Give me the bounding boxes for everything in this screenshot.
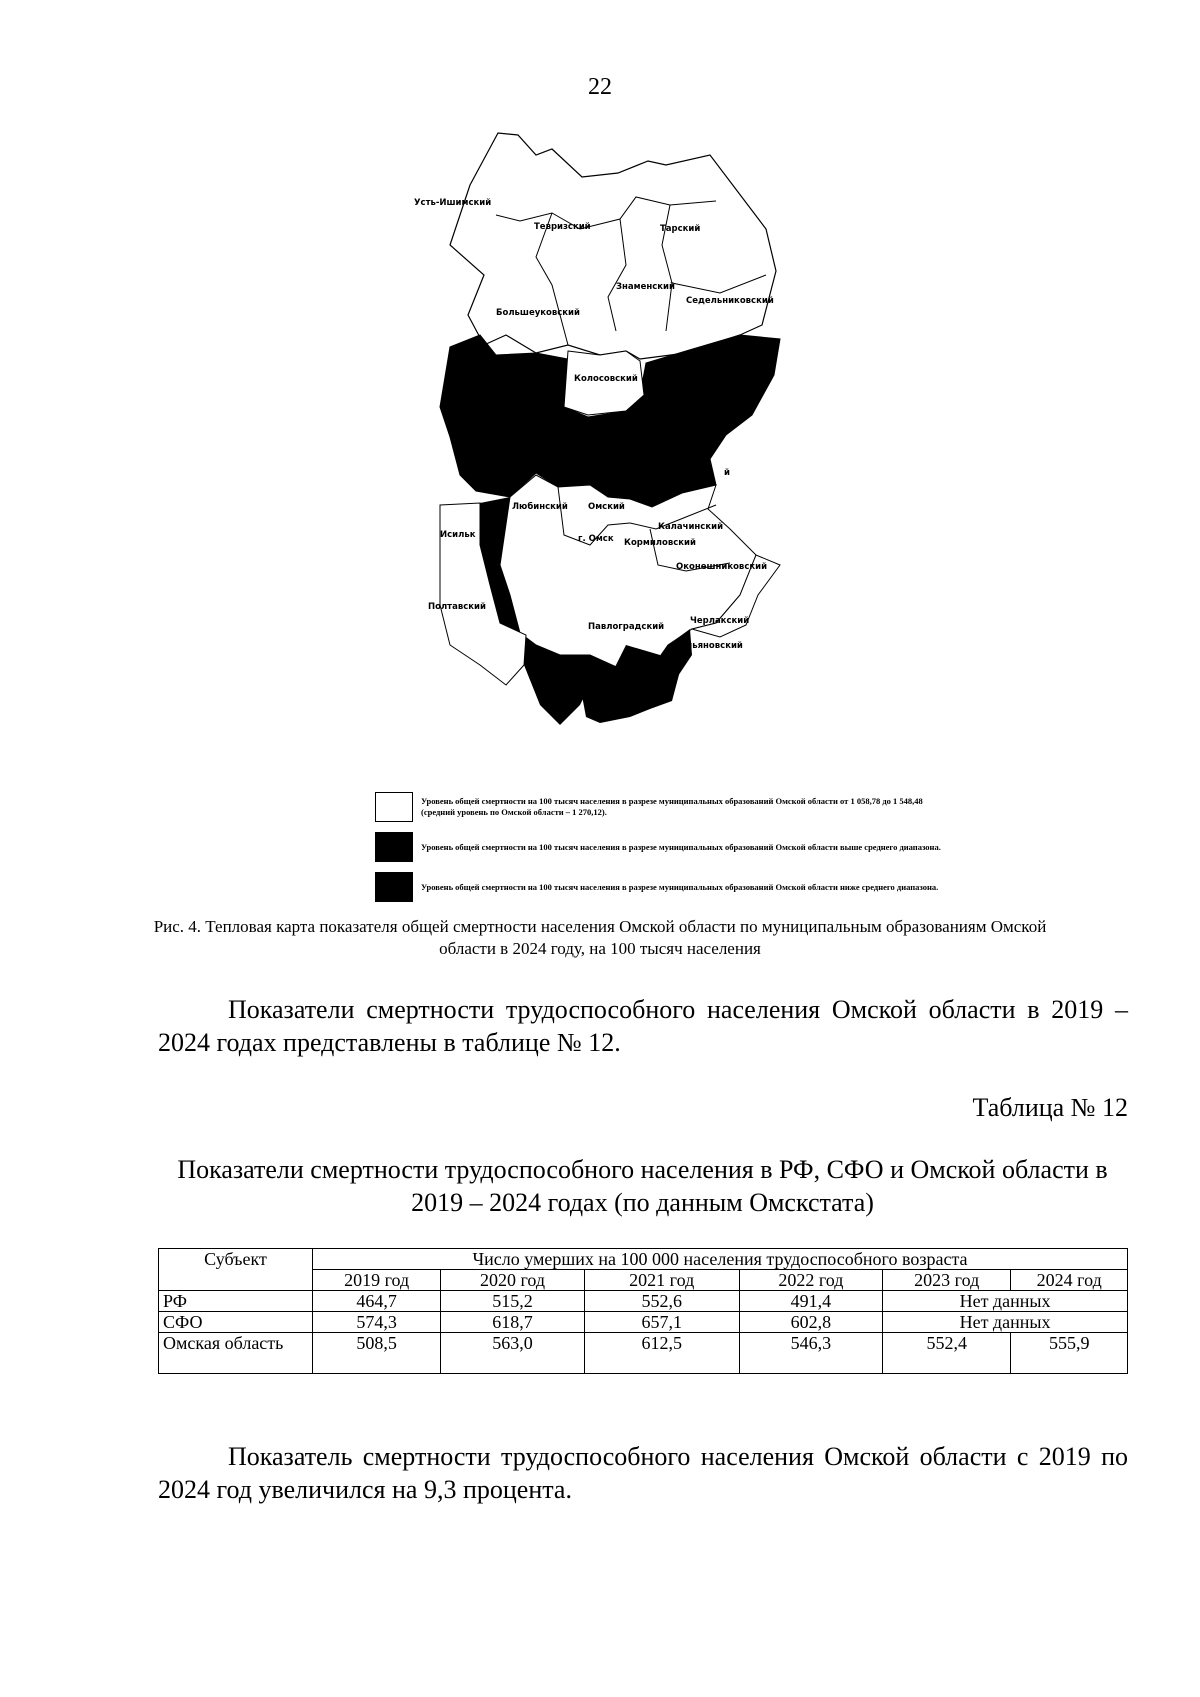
paragraph [158,1440,1128,1506]
map-label: Усть-Ишимский [414,198,492,208]
map-label: Павлоградский [588,622,665,632]
map-label: Оконешниковский [676,562,768,572]
map-label: Колосовский [574,374,638,384]
table-cell: 602,8 [739,1312,882,1333]
legend-row [375,832,955,862]
figure-caption: Рис. 4. Тепловая карта показателя общей смертности населения Омской области по муниципальным образованиям Омской области в 2024 году, на 100 тысяч населения [153,917,1047,958]
district-white-north [450,133,776,359]
table-cell: 657,1 [584,1312,739,1333]
legend-swatch-white [375,792,413,822]
table-header-year: 2022 год [739,1270,882,1291]
legend-swatch-black [375,872,413,902]
legend-text: Уровень общей смертности на 100 тысяч населения в разрезе муниципальных образований Омской области ниже среднего диапазона. [421,881,939,892]
legend-swatch-black [375,832,413,862]
map-label: Тарский [660,224,701,234]
map-label: Любинский [512,502,568,512]
legend-row [375,872,955,902]
table-cell: 515,2 [441,1291,584,1312]
heat-map [414,125,860,790]
table-cell: 618,7 [441,1312,584,1333]
paragraph-text: Показатель смертности трудоспособного населения Омской области с 2019 по 2024 год увеличился на 9,3 процента. [158,1442,1128,1504]
table-cell: 546,3 [739,1333,882,1374]
map-label: Тевризский [534,222,591,232]
legend-text: Уровень общей смертности на 100 тысяч населения в разрезе муниципальных образований Омской области выше среднего диапазона. [421,841,941,852]
table-header-year: 2024 год [1011,1270,1128,1291]
map-label: Калачинский [658,522,724,532]
table-cell-subject: СФО [159,1312,313,1333]
mortality-table [158,1248,1128,1374]
table-cell-no-data: Нет данных [883,1312,1128,1333]
table-header-group: Число умерших на 100 000 населения трудоспособного возраста [313,1249,1128,1270]
table-cell: 552,6 [584,1291,739,1312]
table-row [159,1291,1128,1312]
map-label: льяновский [686,641,743,651]
table-header-year: 2021 год [584,1270,739,1291]
table-cell: 612,5 [584,1333,739,1374]
table-cell: 555,9 [1011,1333,1128,1374]
table-header-year: 2019 год [313,1270,441,1291]
map-legend [375,792,955,912]
page-number: 22 [588,74,612,100]
map-label: Черлакский [690,616,750,626]
table-cell-subject: Омская область [159,1333,313,1374]
table-header-subject: Субъект [159,1249,313,1291]
table-cell: 552,4 [883,1333,1011,1374]
table-header-year: 2023 год [883,1270,1011,1291]
paragraph-text: Показатели смертности трудоспособного населения Омской области в 2019 – 2024 годах представлены в таблице № 12. [158,995,1128,1057]
table-cell-no-data: Нет данных [883,1291,1128,1312]
table-row [159,1333,1128,1374]
table-title: Показатели смертности трудоспособного населения в РФ, СФО и Омской области в 2019 – 2024 годах (по данным Омскстата) [177,1155,1108,1217]
map-label: Большеуковский [496,308,580,318]
paragraph [158,993,1128,1059]
table-cell: 574,3 [313,1312,441,1333]
map-label: Седельниковский [686,296,774,306]
legend-row [375,792,955,822]
omsk-region-map [414,125,860,790]
table-cell: 508,5 [313,1333,441,1374]
table-number: Таблица № 12 [972,1093,1128,1122]
table-header-row [159,1249,1128,1270]
table-cell: 491,4 [739,1291,882,1312]
map-label: Знаменский [616,282,675,292]
legend-text: Уровень общей смертности на 100 тысяч населения в разрезе муниципальных образований Омской области от 1 058,78 до 1 548,48 (средний уровень по Омской области – 1 270,12). [421,796,923,817]
map-label: Полтавский [428,602,486,612]
map-label: Омский [588,502,625,512]
map-label: Кормиловский [624,538,696,548]
table-cell-subject: РФ [159,1291,313,1312]
map-label: г. Омск [578,534,614,544]
table-cell: 464,7 [313,1291,441,1312]
table-cell: 563,0 [441,1333,584,1374]
table-row [159,1312,1128,1333]
table-header-year: 2020 год [441,1270,584,1291]
map-label: й [724,468,730,478]
map-label: Исильк [440,530,476,540]
